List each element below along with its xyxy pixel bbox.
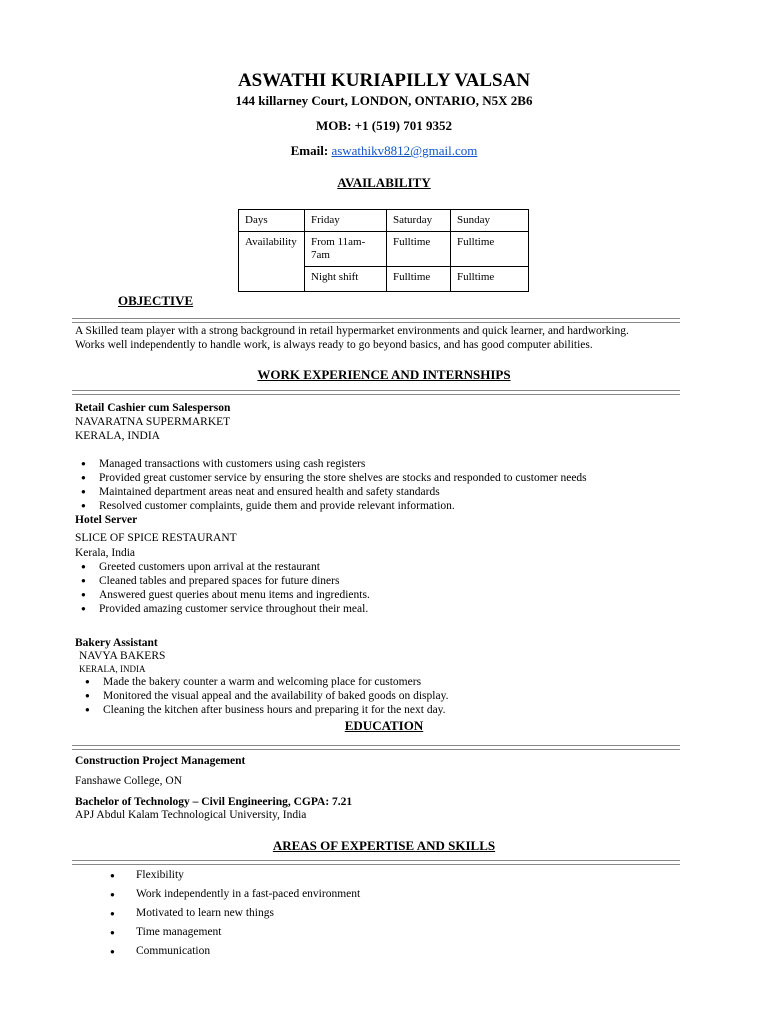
job-duties-list bbox=[75, 560, 370, 616]
email-label: Email: bbox=[290, 143, 329, 158]
list-item: ● Monitored the visual appeal and the availability of baked goods on display. bbox=[79, 689, 448, 703]
education-degree: Construction Project Management bbox=[75, 755, 246, 767]
list-item: ● Communication bbox=[110, 942, 360, 961]
table-cell: Night shift bbox=[305, 267, 387, 292]
job-title: Hotel Server bbox=[75, 514, 138, 526]
job-title: Bakery Assistant bbox=[75, 637, 158, 649]
address: 144 killarney Court, LONDON, ONTARIO, N5X 2B6 bbox=[235, 93, 533, 108]
candidate-name: ASWATHI KURIAPILLY VALSAN bbox=[237, 70, 531, 91]
job-location: Kerala, India bbox=[75, 547, 136, 559]
table-cell: Days bbox=[239, 210, 305, 232]
table-cell: Fulltime bbox=[387, 267, 451, 292]
job-duties-list bbox=[79, 675, 448, 717]
skills-list bbox=[110, 866, 360, 961]
table-cell: Fulltime bbox=[451, 267, 529, 292]
job-location: KERALA, INDIA bbox=[79, 664, 146, 674]
education-degree: Bachelor of Technology – Civil Engineering, CGPA: 7.21 bbox=[75, 796, 353, 808]
divider bbox=[72, 860, 680, 865]
table-cell: Friday bbox=[305, 210, 387, 232]
list-item: ● Greeted customers upon arrival at the restaurant bbox=[75, 560, 370, 574]
email-line bbox=[0, 143, 768, 159]
list-item: ● Provided great customer service by ensuring the store shelves are stocks and responded to customer needs bbox=[75, 471, 587, 485]
table-cell: Fulltime bbox=[451, 232, 529, 267]
education-school: APJ Abdul Kalam Technological University, India bbox=[75, 809, 307, 821]
list-item: ● Cleaned tables and prepared spaces for future diners bbox=[75, 574, 370, 588]
list-item: ● Provided amazing customer service throughout their meal. bbox=[75, 602, 370, 616]
objective-line: A Skilled team player with a strong background in retail hypermarket environments and quick learner, and hardworking. bbox=[75, 325, 629, 337]
table-cell: Availability bbox=[239, 232, 305, 292]
list-item: ● Flexibility bbox=[110, 866, 360, 885]
education-heading: EDUCATION bbox=[344, 718, 424, 733]
list-item: ● Time management bbox=[110, 923, 360, 942]
list-item: ● Cleaning the kitchen after business hours and preparing it for the next day. bbox=[79, 703, 448, 717]
table-cell: Saturday bbox=[387, 210, 451, 232]
list-item: ● Made the bakery counter a warm and welcoming place for customers bbox=[79, 675, 448, 689]
availability-heading: AVAILABILITY bbox=[337, 175, 431, 190]
list-item: ● Managed transactions with customers using cash registers bbox=[75, 457, 587, 471]
list-item: ● Maintained department areas neat and ensured health and safety standards bbox=[75, 485, 587, 499]
list-item: ● Motivated to learn new things bbox=[110, 904, 360, 923]
divider bbox=[72, 318, 680, 323]
table-cell: Sunday bbox=[451, 210, 529, 232]
experience-heading: WORK EXPERIENCE AND INTERNSHIPS bbox=[257, 367, 511, 382]
email-link[interactable]: aswathikv8812@gmail.com bbox=[331, 143, 478, 158]
job-duties-list bbox=[75, 457, 587, 513]
job-company: SLICE OF SPICE RESTAURANT bbox=[75, 532, 237, 544]
job-location: KERALA, INDIA bbox=[75, 430, 160, 442]
objective-heading: OBJECTIVE bbox=[118, 293, 194, 308]
divider bbox=[72, 745, 680, 750]
education-school: Fanshawe College, ON bbox=[75, 775, 182, 787]
list-item: ● Answered guest queries about menu items and ingredients. bbox=[75, 588, 370, 602]
job-company: NAVARATNA SUPERMARKET bbox=[75, 416, 231, 428]
divider bbox=[72, 390, 680, 395]
table-row bbox=[239, 232, 529, 267]
table-cell: From 11am-7am bbox=[305, 232, 387, 267]
list-item: ● Resolved customer complaints, guide them and provide relevant information. bbox=[75, 499, 587, 513]
mobile-number: MOB: +1 (519) 701 9352 bbox=[316, 118, 452, 133]
job-title: Retail Cashier cum Salesperson bbox=[75, 402, 231, 414]
table-cell: Fulltime bbox=[387, 232, 451, 267]
table-row bbox=[239, 210, 529, 232]
list-item: ● Work independently in a fast-paced environment bbox=[110, 885, 360, 904]
job-company: NAVYA BAKERS bbox=[79, 650, 166, 662]
objective-line: Works well independently to handle work, is always ready to go beyond basics, and has good computer abilities. bbox=[75, 339, 593, 351]
skills-heading: AREAS OF EXPERTISE AND SKILLS bbox=[272, 838, 496, 853]
availability-table bbox=[238, 209, 529, 292]
